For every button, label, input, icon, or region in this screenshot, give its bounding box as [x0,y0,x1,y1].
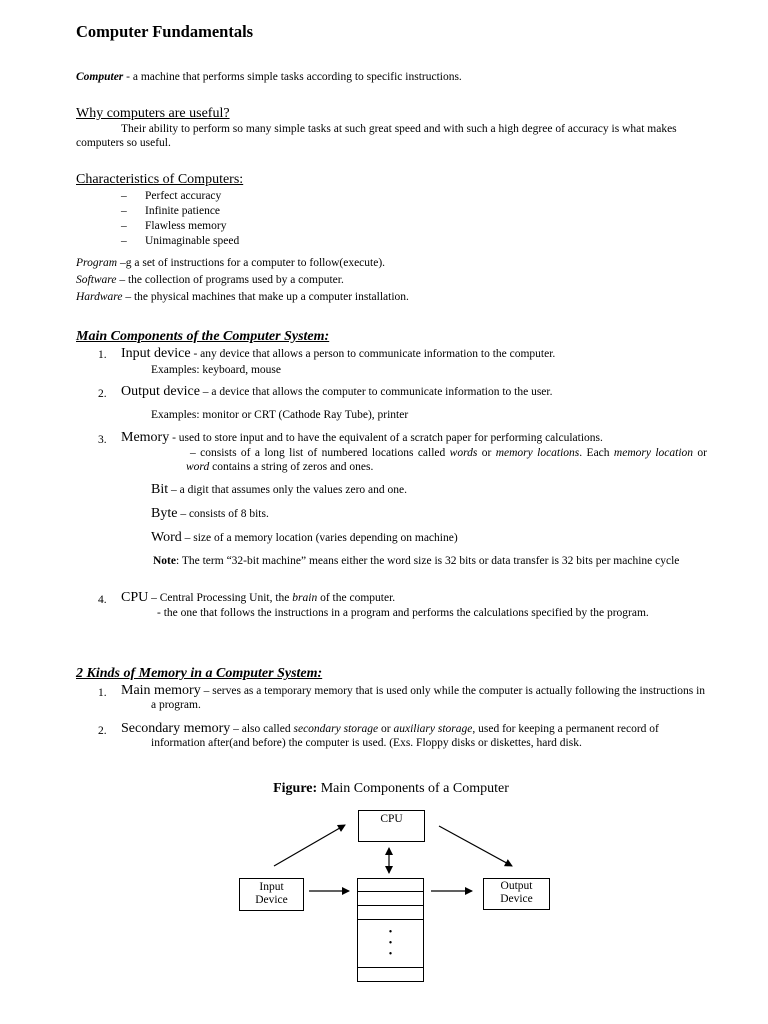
page-title: Computer Fundamentals [76,22,254,41]
box-label: Device [255,894,288,906]
dash: – [121,220,127,232]
term: Byte [151,506,178,521]
item-number: 1. [98,349,107,361]
item-number: 3. [98,434,107,446]
item-text: – serves as a temporary memory that is used only while the computer is actually following the instructions in a program. [151,685,706,711]
item-number: 2. [98,388,107,400]
box-label: Input [259,881,284,893]
definition-text: – the collection of programs used by a computer. [116,274,344,286]
item-number: 4. [98,594,107,606]
dot: • [388,927,393,938]
text-run: or [477,447,496,459]
item-text: - used to store input and to have the equivalent of a scratch paper for performing calculations. [169,432,603,444]
figure-caption-text: Main Components of a Computer [317,781,509,796]
arrow-input-to-cpu [274,825,345,866]
item-text: , used for keeping a permanent record of information after(and before) the computer is used. (Exs. Floppy disks or diskettes, hard disk. [151,723,659,749]
term: Bit [151,482,169,497]
dot: • [388,938,393,949]
cpu-box: CPU [358,810,425,842]
text-run: memory locations [495,447,580,459]
list-item-text: Flawless memory [145,220,227,232]
text-run: contains a string of zeros and ones. [209,461,374,473]
text-run: – consists of a long list of numbered locations called [190,447,450,459]
computer-text: - a machine that performs simple tasks according to specific instructions. [123,71,462,83]
cpu-detail: - the one that follows the instructions in a program and performs the calculations specified by the program. [157,607,649,619]
item-number: 2. [98,725,107,737]
term: Word [151,530,182,545]
output-examples: Examples: monitor or CRT (Cathode Ray Tube), printer [151,409,409,421]
why-body: Their ability to perform so many simple tasks at such great speed and with such a high degree of accuracy is what makes computers so useful. [76,123,677,149]
list-item-text: Infinite patience [145,205,221,217]
definition-text: –g a set of instructions for a computer to follow(execute). [117,257,386,269]
text: – size of a memory location (varies depending on machine) [181,532,458,544]
item-text: of the computer. [317,592,396,604]
memory-kinds-heading: 2 Kinds of Memory in a Computer System: [76,666,323,681]
text: – consists of 8 bits. [177,508,269,520]
dash: – [121,235,127,247]
dash: – [121,205,127,217]
dash: – [121,190,127,202]
item-text: secondary storage [293,723,379,735]
definition-text: – the physical machines that make up a computer installation. [122,291,409,303]
definition-term: Hardware [76,291,123,303]
item-text: brain [292,592,318,604]
text: – a digit that assumes only the values zero and one. [168,484,408,496]
item-text: or [378,723,394,735]
item-text: auxiliary storage [393,723,473,735]
item-term: Secondary memory [121,721,231,736]
item-text: – Central Processing Unit, the [148,592,293,604]
text-run: . Each [579,447,614,459]
text-run: words [449,447,478,459]
item-number: 1. [98,687,107,699]
definition-term: Program [76,257,118,269]
item-term: Memory [121,430,170,445]
note-label: Note [153,555,176,567]
text-run: memory location [613,447,694,459]
input-examples: Examples: keyboard, mouse [151,364,281,376]
item-term: CPU [121,590,149,605]
box-label: Device [500,893,533,905]
box-label: Output [500,880,533,892]
dot: • [388,949,393,960]
text-run: or [693,447,707,459]
computer-term: Computer [76,71,124,83]
figure-caption-label: Figure: [273,781,318,796]
list-item-text: Unimaginable speed [145,235,240,247]
item-text: – also called [230,723,294,735]
why-heading: Why computers are useful? [76,106,230,121]
definition-term: Software [76,274,117,286]
text-run: word [186,461,210,473]
item-term: Main memory [121,683,201,698]
item-text: – a device that allows the computer to communicate information to the user. [199,386,553,398]
characteristics-heading: Characteristics of Computers: [76,172,244,187]
item-term: Input device [121,346,191,361]
note-text: : The term “32-bit machine” means either the word size is 32 bits or data transfer is 32 bits per machine cycle [176,555,680,567]
item-text: - any device that allows a person to communicate information to the computer. [190,348,556,360]
arrow-cpu-to-output [439,826,512,866]
components-heading: Main Components of the Computer System: [76,329,330,344]
item-term: Output device [121,384,200,399]
list-item-text: Perfect accuracy [145,190,222,202]
